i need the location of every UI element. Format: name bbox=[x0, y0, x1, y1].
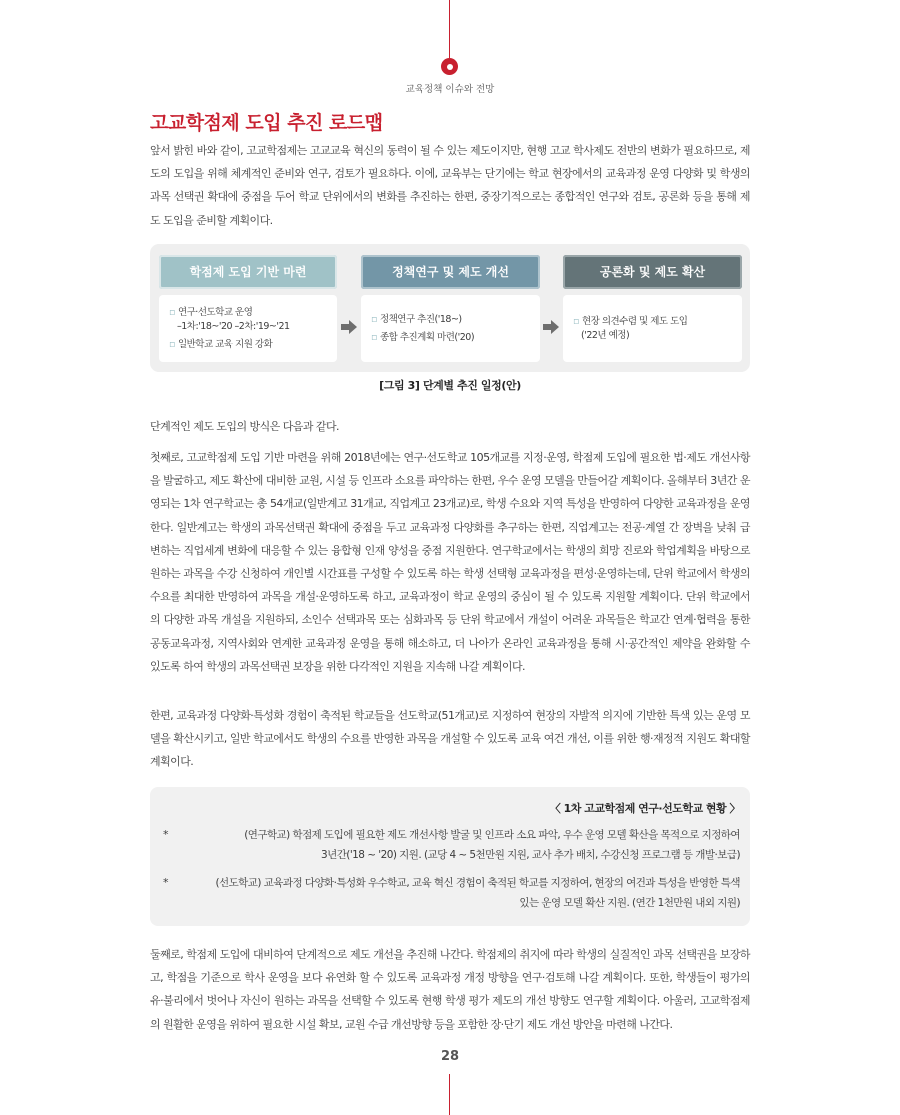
bullet-icon: ▫ bbox=[573, 315, 579, 327]
right-arrow-icon bbox=[341, 320, 357, 334]
stage-3-item-text: 현장 의견수렴 및 제도 도입 bbox=[581, 315, 688, 327]
paragraph-2: 첫째로, 고교학점제 도입 기반 마련을 위해 2018년에는 연구·선도학교 105개교를 지정·운영, 학점제 도입에 필요한 법·제도 개선사항을 발굴하고, 제도 확산에 대비한 교원, 시설 등 인프라 소요를 파악하는 한편, 우수 운영 모델을 만들어갈 계획이다. 올해부터 3년간 운영되는 1차 연구학교는 총 54개교(일반계고 31개교, 직업계고 23개교)로, 학생 수요와 지역 특성을 반영하여 다양한 교육과정을 운영한다. 일반계고는 학생의 과목선택권 확대에 중점을 두고 교육과정 다양화를 추구하는 한편, 직업계고는 전공·계열 간 장벽을 낮춰 급변하는 직업세계 변화에 대응할 수 있는 융합형 인재 양성을 중점 지원한다. 연구학교에서는 학생의 희망 진로와 학업계획을 바탕으로 원하는 과목을 수강 신청하여 개인별 시간표를 구성할 수 있도록 하는 학생 선택형 교육과정을 편성·운영하는데, 단위 학교에서 학생의 수요를 최대한 반영하여 과목을 개설·운영하도록 하고, 교육과정이 학교 운영의 중심이 될 수 있도록 지원할 계획이다. 단위 학교에서의 다양한 과목 개설을 지원하되, 소인수 선택과목 또는 심화과목 등 단위 학교에서 개설이 어려운 과목들은 학교간 연계·협력을 통한 공동교육과정, 지역사회와 연계한 교육과정 운영을 통해 해소하고, 더 나아가 온라인 교육과정을 통해 시·공간적인 제약을 완화할 수 있도록 하여 학생의 과목선택권 보장을 위한 다각적인 지원을 지속해 나갈 계획이다. bbox=[150, 451, 750, 673]
note-box bbox=[150, 787, 750, 926]
note-marker: * bbox=[163, 876, 169, 889]
stage-1-item-sub: –1차:'18~'20 –2차:'19~'21 bbox=[177, 320, 290, 332]
roadmap-figure bbox=[150, 244, 750, 372]
bullet-icon: ▫ bbox=[169, 306, 175, 318]
paragraph-4: 둘째로, 학점제 도입에 대비하여 단계적으로 제도 개선을 추진해 나간다. 학점제의 취지에 따라 학생의 실질적인 과목 선택권을 보장하고, 학점을 기준으로 학사 운영을 보다 유연화 할 수 있도록 교육과정 개정 방향을 연구·검토해 나갈 계획이다. 또한, 학생들이 평가의 유·불리에서 벗어나 자신이 원하는 과목을 선택할 수 있도록 현행 학생 평가 제도의 개선 방향도 연구할 계획이다. 아울러, 고교학점제의 원활한 운영을 위하여 필요한 시설 확보, 교원 수급 개선방향 등을 포함한 장·단기 제도 개선 방안을 마련해 나간다. bbox=[150, 948, 750, 1031]
paragraph-3: 한편, 교육과정 다양화·특성화 경험이 축적된 학교들을 선도학교(51개교)로 지정하여 현장의 자발적 의지에 기반한 특색 있는 운영 모델을 확산시키고, 일반 학교에서도 학생의 수요를 반영한 과목을 개설할 수 있도록 교육 여건 개선, 이를 위한 행·재정적 지원도 확대할 계획이다. bbox=[150, 709, 750, 769]
bullet-icon: ▫ bbox=[169, 338, 175, 350]
stage-3-item-sub: ('22년 예정) bbox=[581, 329, 630, 341]
note-title: 〈 1차 고교학점제 연구·선도학교 현황 〉 bbox=[549, 802, 740, 815]
stage-1-item bbox=[169, 306, 327, 334]
figure-caption: [그림 3] 단계별 추진 일정(안) bbox=[379, 379, 521, 392]
stage-1-title: 학점제 도입 기반 마련 bbox=[159, 255, 337, 289]
stage-2-item bbox=[371, 313, 530, 327]
stage-1-item-text: 연구·선도학교 운영 bbox=[177, 306, 253, 318]
top-circle-marker bbox=[441, 58, 458, 75]
bottom-decorative-line bbox=[449, 1074, 450, 1115]
stage-2-box bbox=[361, 295, 540, 362]
note-item-1-line-1: (연구학교) 학점제 도입에 필요한 제도 개선사항 발굴 및 인프라 소요 파악, 우수 운영 모델 확산을 목적으로 지정하여 bbox=[244, 829, 740, 841]
stage-2-item bbox=[371, 331, 530, 345]
stage-2-title: 정책연구 및 제도 개선 bbox=[361, 255, 540, 289]
bullet-icon: ▫ bbox=[371, 331, 377, 343]
right-arrow-icon bbox=[543, 320, 559, 334]
running-head: 교육정책 이슈와 전망 bbox=[405, 84, 495, 95]
note-item-2-line-1: (선도학교) 교육과정 다양화·특성화 우수학교, 교육 혁신 경험이 축적된 학교를 지정하여, 현장의 여건과 특성을 반영한 특색 bbox=[215, 877, 740, 889]
note-item-2-line-2: 있는 운영 모델 확산 지원. (연간 1천만원 내외 지원) bbox=[519, 897, 740, 909]
note-marker: * bbox=[163, 828, 169, 841]
section-title: 고교학점제 도입 추진 로드맵 bbox=[150, 112, 383, 134]
stage-2-item-text: 종합 추진계획 마련('20) bbox=[379, 331, 475, 343]
stage-1-item-text: 일반학교 교육 지원 강화 bbox=[177, 338, 273, 350]
stage-3-item bbox=[573, 315, 732, 343]
note-item-1-line-2: 3년간('18 ~ '20) 지원. (교당 4 ~ 5천만원 지원, 교사 추가 배치, 수강신청 프로그램 등 개발·보급) bbox=[320, 849, 740, 861]
bullet-icon: ▫ bbox=[371, 313, 377, 325]
stage-2-item-text: 정책연구 추진('18~) bbox=[379, 313, 462, 325]
stage-1-item bbox=[169, 338, 327, 352]
stage-3-box bbox=[563, 295, 742, 362]
intro-paragraph: 앞서 밝힌 바와 같이, 고교학점제는 고교교육 혁신의 동력이 될 수 있는 제도이지만, 현행 고교 학사제도 전반의 변화가 필요하므로, 제도의 도입을 위해 체계적인 준비와 연구, 검토가 필요하다. 이에, 교육부는 단기에는 학교 현장에서의 교육과정 운영 다양화 및 학생의 과목 선택권 확대에 중점을 두어 학교 단위에서의 변화를 추진하는 한편, 중장기적으로는 종합적인 연구와 검토, 공론화 등을 통해 제도 도입을 준비할 계획이다. bbox=[150, 144, 750, 227]
stage-3-title: 공론화 및 제도 확산 bbox=[563, 255, 742, 289]
page-number: 28 bbox=[440, 1049, 460, 1064]
stage-1-box bbox=[159, 295, 337, 362]
paragraph-1: 단계적인 제도 도입의 방식은 다음과 같다. bbox=[150, 420, 339, 433]
top-decorative-line bbox=[449, 0, 450, 58]
